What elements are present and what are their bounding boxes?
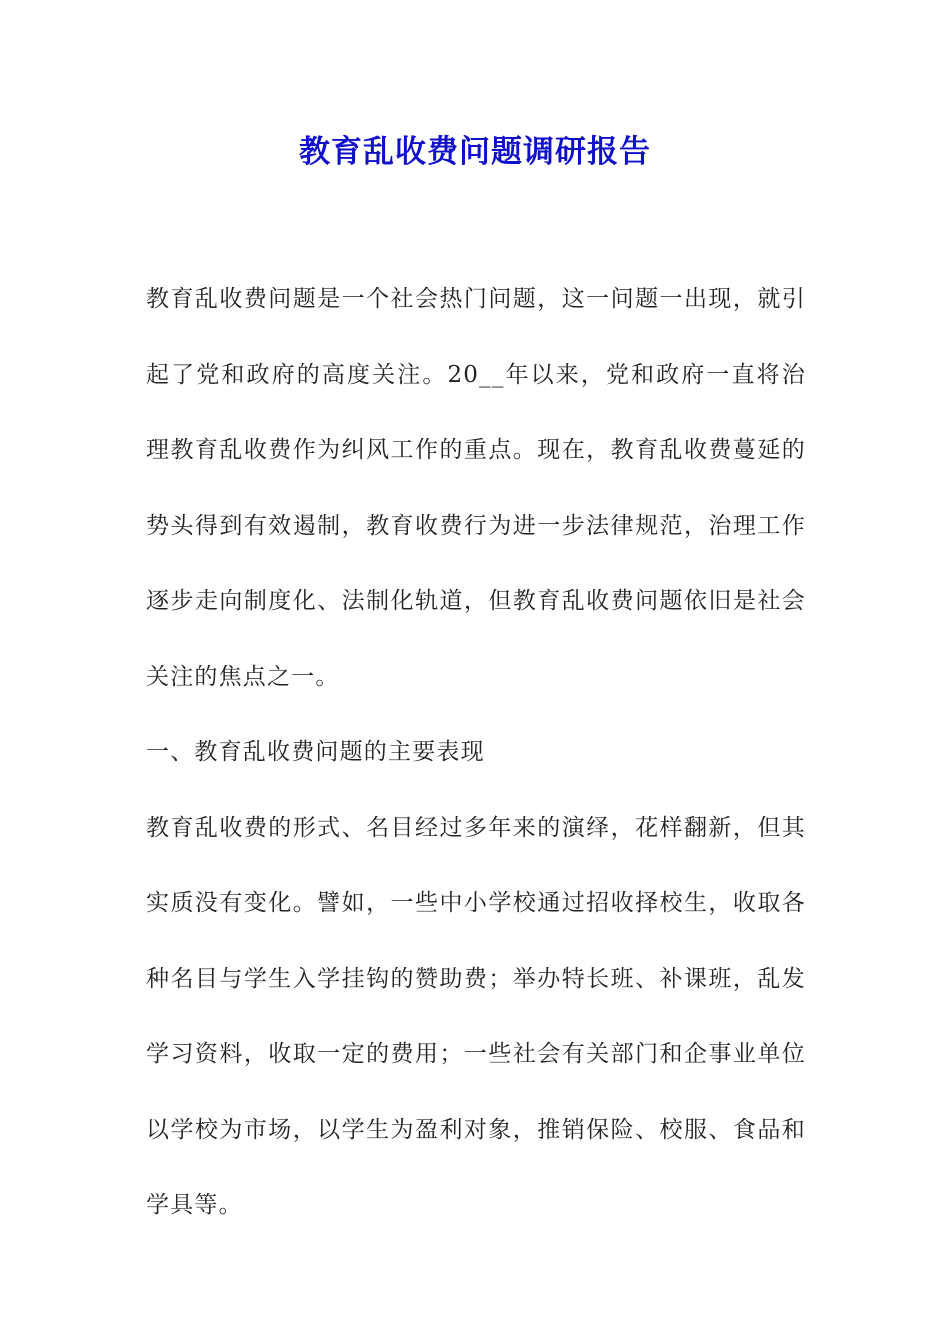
section-heading-1: 一、教育乱收费问题的主要表现 <box>146 739 485 765</box>
document-title: 教育乱收费问题调研报告 <box>299 134 651 170</box>
paragraph-intro: 教育乱收费问题是一个社会热门问题，这一问题一出现，就引起了党和政府的高度关注。20__年以来，党和政府一直将治理教育乱收费作为纠风工作的重点。现在，教育乱收费蔓延的势头得到有效遏制，教育收费行为进一步法律规范，治理工作逐步走向制度化、法制化轨道，但教育乱收费问题依旧是社会关注的焦点之一。 <box>146 286 806 690</box>
paragraph-section-1: 教育乱收费的形式、名目经过多年来的演绎，花样翻新，但其实质没有变化。譬如，一些中小学校通过招收择校生，收取各种名目与学生入学挂钩的赞助费；举办特长班、补课班，乱发学习资料，收取一定的费用；一些社会有关部门和企事业单位以学校为市场，以学生为盈利对象，推销保险、校服、食品和学具等。 <box>146 814 806 1218</box>
document-body <box>146 262 806 1244</box>
